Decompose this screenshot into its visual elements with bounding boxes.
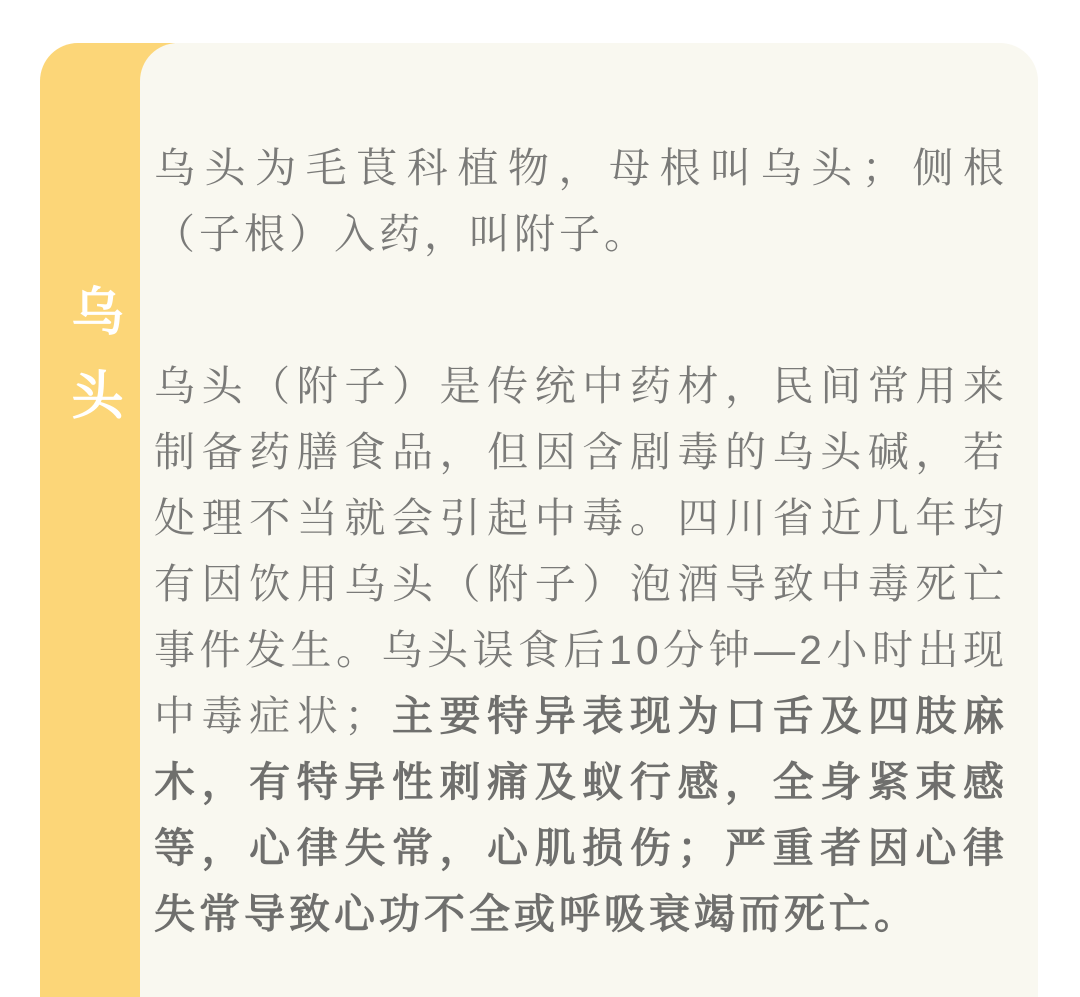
side-tab-label: [40, 271, 140, 439]
paragraph-toxicity: [154, 353, 1008, 947]
side-tab-char-2: 头: [71, 368, 124, 426]
paragraph-toxicity-bold: 主要特异表现为口舌及四肢麻木，有特异性刺痛及蚁行感，全身紧束感等，心律失常，心肌损伤；严重者因心律失常导致心功不全或呼吸衰竭而死亡。: [154, 693, 1009, 937]
content-card: [140, 43, 1038, 997]
paragraph-toxicity-normal: 乌头（附子）是传统中药材，民间常用来制备药膳食品，但因含剧毒的乌头碱，若处理不当就会引起中毒。四川省近几年均有因饮用乌头（附子）泡酒导致中毒死亡事件发生。乌头误食后10分钟—2小时出现中毒症状；: [154, 363, 1008, 739]
paragraph-intro: 乌头为毛茛科植物，母根叫乌头；侧根（子根）入药，叫附子。: [154, 145, 1008, 257]
side-tab-char-1: 乌: [71, 284, 124, 342]
